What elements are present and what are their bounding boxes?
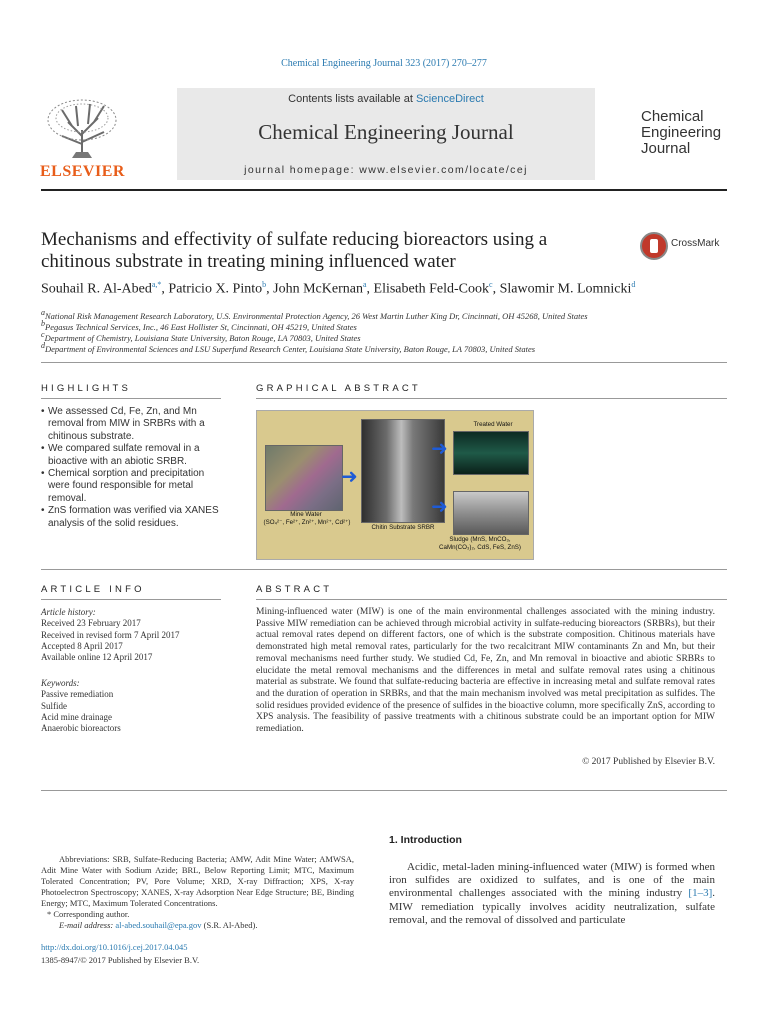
graphical-abstract-figure <box>256 410 534 560</box>
affiliations-divider <box>41 362 727 363</box>
article-info-divider <box>41 599 221 600</box>
affiliation-text: Pegasus Technical Services, Inc., 46 East Hollister St, Cincinnati, OH 45219, United States <box>45 321 357 332</box>
author-affiliation-sup[interactable]: d <box>631 280 636 289</box>
abstract-divider <box>256 599 727 600</box>
journal-side-title <box>641 109 721 157</box>
affiliation-sup: b <box>41 319 45 328</box>
citation-link[interactable]: [1–3] <box>688 887 713 900</box>
affiliation-text: Department of Chemistry, Louisiana State University, Baton Rouge, LA 70803, United States <box>44 332 361 343</box>
mine-water-ions: (SO₄²⁻, Fe²⁺, Zn²⁺, Mn²⁺, Cd²⁺) <box>263 519 351 526</box>
abstract-heading: ABSTRACT <box>256 584 333 595</box>
homepage-prefix: journal homepage: <box>244 164 360 176</box>
author-name[interactable]: Slawomir M. Lomnicki <box>499 281 632 297</box>
mine-water-photo <box>265 445 343 511</box>
article-title <box>41 229 621 273</box>
author-name[interactable]: Patricio X. Pinto <box>168 281 263 297</box>
history-item: Available online 12 April 2017 <box>41 652 153 663</box>
article-info-heading: ARTICLE INFO <box>41 584 145 595</box>
affiliation-text: National Risk Management Research Laboratory, U.S. Environmental Protection Agency, 26 West Martin Luther King Dr, Cincinnati, OH 45268, United States <box>45 310 588 321</box>
graphical-abstract-divider <box>256 398 727 399</box>
author-name[interactable]: John McKernan <box>273 281 363 297</box>
history-item: Received in revised form 7 April 2017 <box>41 629 180 640</box>
history-item: Accepted 8 April 2017 <box>41 640 123 651</box>
srbr-label: Chitin Substrate SRBR <box>371 524 435 531</box>
contents-prefix: Contents lists available at <box>288 93 416 105</box>
body-divider <box>41 790 727 791</box>
issn-line: 1385-8947/© 2017 Published by Elsevier B.V. <box>41 955 200 965</box>
email-label: E-mail address: <box>59 920 116 930</box>
introduction-heading: 1. Introduction <box>389 834 462 846</box>
history-item: Received 23 February 2017 <box>41 618 141 629</box>
intro-text-part: . MIW remediation typically involves acidity neutralization, sulfate removal, and the removal of dissolved and particulate <box>389 887 715 926</box>
author-separator: , <box>492 281 500 297</box>
homepage-url[interactable]: www.elsevier.com/locate/cej <box>359 164 528 176</box>
sludge-label-1: Sludge (MnS, MnCO₃, <box>449 536 511 543</box>
highlight-item: • We compared sulfate removal in a bioactive with an abiotic SRBR. <box>41 443 221 468</box>
journal-homepage <box>177 164 595 176</box>
email-footnote <box>41 920 354 931</box>
author-list <box>41 280 731 298</box>
section-divider <box>41 569 727 570</box>
header-divider <box>41 189 727 191</box>
author-separator: , <box>366 281 374 297</box>
footnotes <box>41 854 354 931</box>
contents-line <box>177 93 595 105</box>
affiliation-sup: a <box>41 308 45 317</box>
arrow-right-icon: ➜ <box>341 466 358 488</box>
abstract-copyright: © 2017 Published by Elsevier B.V. <box>582 757 715 767</box>
author-name[interactable]: Souhail R. Al-Abed <box>41 281 152 297</box>
mine-water-label: Mine Water <box>290 511 322 518</box>
author-affiliation-sup[interactable]: b <box>262 280 267 289</box>
introduction-text <box>389 861 715 927</box>
article-history <box>41 607 211 663</box>
intro-text-part: Acidic, metal-laden mining-influenced water (MIW) is formed when iron sulfides are oxidized to sulfates, and is one of the main environmental challenges associated with the mining industry <box>389 861 715 900</box>
highlights-divider <box>41 398 221 399</box>
author-affiliation-sup[interactable]: c <box>489 280 493 289</box>
abstract-text: Mining-influenced water (MIW) is one of the main environmental challenges associated with the mining industry. Passive MIW remediation can be achieved through microbial activity in sulfate-reducing bioreactors (SRBRs), but their actual removal rates depend on different factors, one of which is the substrate composition. Chitinous materials have demonstrated high metal removal rates, particularly for the two recalcitrant MIW contaminants Zn and Mn, but their removal mechanisms need further study. We studied Cd, Fe, Zn, and Mn removal in bioactive and abiotic SRBRs to elucidate the metal removal mechanisms and the differences in metal and sulfate removal rates using a chitinous material as substrate. We found that sulfate-reducing bacteria are effective in increasing metal and sulfate removal rates and the duration of operation in SRBRs, and that the main mechanism involved was metal precipitation as sulfides. The solid residues provided evidence of the presence of sulfides in the bioactive column, more specifically ZnS, according to XPS analysis. The feasibility of passive treatments with a chitinous substrate could be an important option for MIW remediation. <box>256 607 715 735</box>
article-title-line-1: Mechanisms and effectivity of sulfate reducing bioreactors using a <box>41 229 548 250</box>
side-title-line-1: Chemical <box>641 108 704 125</box>
article-title-line-2: chitinous substrate in treating mining influenced water <box>41 251 456 272</box>
email-suffix: (S.R. Al-Abed). <box>201 920 258 930</box>
highlight-item: • ZnS formation was verified via XANES analysis of the solid residues. <box>41 505 221 530</box>
elsevier-wordmark: ELSEVIER <box>40 163 125 180</box>
crossmark-button[interactable] <box>640 232 668 260</box>
keyword-item: Anaerobic bioreactors <box>41 723 121 734</box>
graphical-abstract-heading: GRAPHICAL ABSTRACT <box>256 383 421 394</box>
journal-title: Chemical Engineering Journal <box>258 120 514 144</box>
highlights-heading: HIGHLIGHTS <box>41 383 132 394</box>
author-affiliation-sup[interactable]: a <box>362 280 367 289</box>
sludge-photo <box>453 491 529 535</box>
affiliation-d <box>41 341 535 354</box>
highlights-list <box>41 406 221 530</box>
keyword-item: Acid mine drainage <box>41 711 112 722</box>
affiliation-sup: c <box>41 330 45 339</box>
keywords <box>41 678 211 734</box>
affiliation-sup: d <box>41 341 45 350</box>
sludge-label-2: CaMn(CO₃)₂, CdS, FeS, ZnS) <box>439 544 521 551</box>
treated-water-photo <box>453 431 529 475</box>
journal-reference[interactable]: Chemical Engineering Journal 323 (2017) 270–277 <box>281 58 487 69</box>
author-name[interactable]: Elisabeth Feld-Cook <box>373 281 490 297</box>
sciencedirect-link[interactable]: ScienceDirect <box>415 93 484 105</box>
abbreviations-footnote: Abbreviations: SRB, Sulfate-Reducing Bacteria; AMW, Adit Mine Water; AMWSA, Adit Mine Water with Sodium Azide; BRL, Below Reporting Limit; MTC, Maximum Tolerated Concentration; PV, Pore Volume; XRD, X-ray Diffraction; XPS, X-ray Photoelectron Spectroscopy; XANES, X-ray Adsorption Near Edge Structure; BE, Binding Energy; MTC, Maximum Tolerated Concentrations. <box>41 854 354 908</box>
arrow-right-icon: ➜ <box>431 496 448 518</box>
keyword-item: Passive remediation <box>41 689 114 700</box>
history-label: Article history: <box>41 607 96 617</box>
author-separator: , <box>266 281 274 297</box>
highlight-item: • Chemical sorption and precipitation were found responsible for metal removal. <box>41 468 221 505</box>
corresponding-text: Corresponding author. <box>53 909 130 919</box>
crossmark-icon <box>640 232 668 260</box>
keywords-label: Keywords: <box>41 678 80 688</box>
treated-water-label: Treated Water <box>473 421 513 428</box>
crossmark-label[interactable]: CrossMark <box>671 238 720 249</box>
corresponding-footnote: * Corresponding author. <box>47 909 130 919</box>
arrow-right-icon: ➜ <box>431 438 448 460</box>
side-title-line-2: Engineering <box>641 124 722 141</box>
doi-link[interactable]: http://dx.doi.org/10.1016/j.cej.2017.04.045 <box>41 942 188 952</box>
author-affiliation-sup[interactable]: a,* <box>151 280 162 289</box>
highlight-item: • We assessed Cd, Fe, Zn, and Mn removal from MIW in SRBRs with a chitinous substrate. <box>41 406 221 443</box>
affiliation-text: Department of Environmental Sciences and LSU Superfund Research Center, Louisiana State University, Baton Rouge, LA 70803, United States <box>45 343 536 354</box>
author-separator: , <box>161 281 169 297</box>
side-title-line-3: Journal <box>641 140 691 157</box>
email-link[interactable]: al-abed.souhail@epa.gov <box>115 920 202 930</box>
keyword-item: Sulfide <box>41 700 67 711</box>
